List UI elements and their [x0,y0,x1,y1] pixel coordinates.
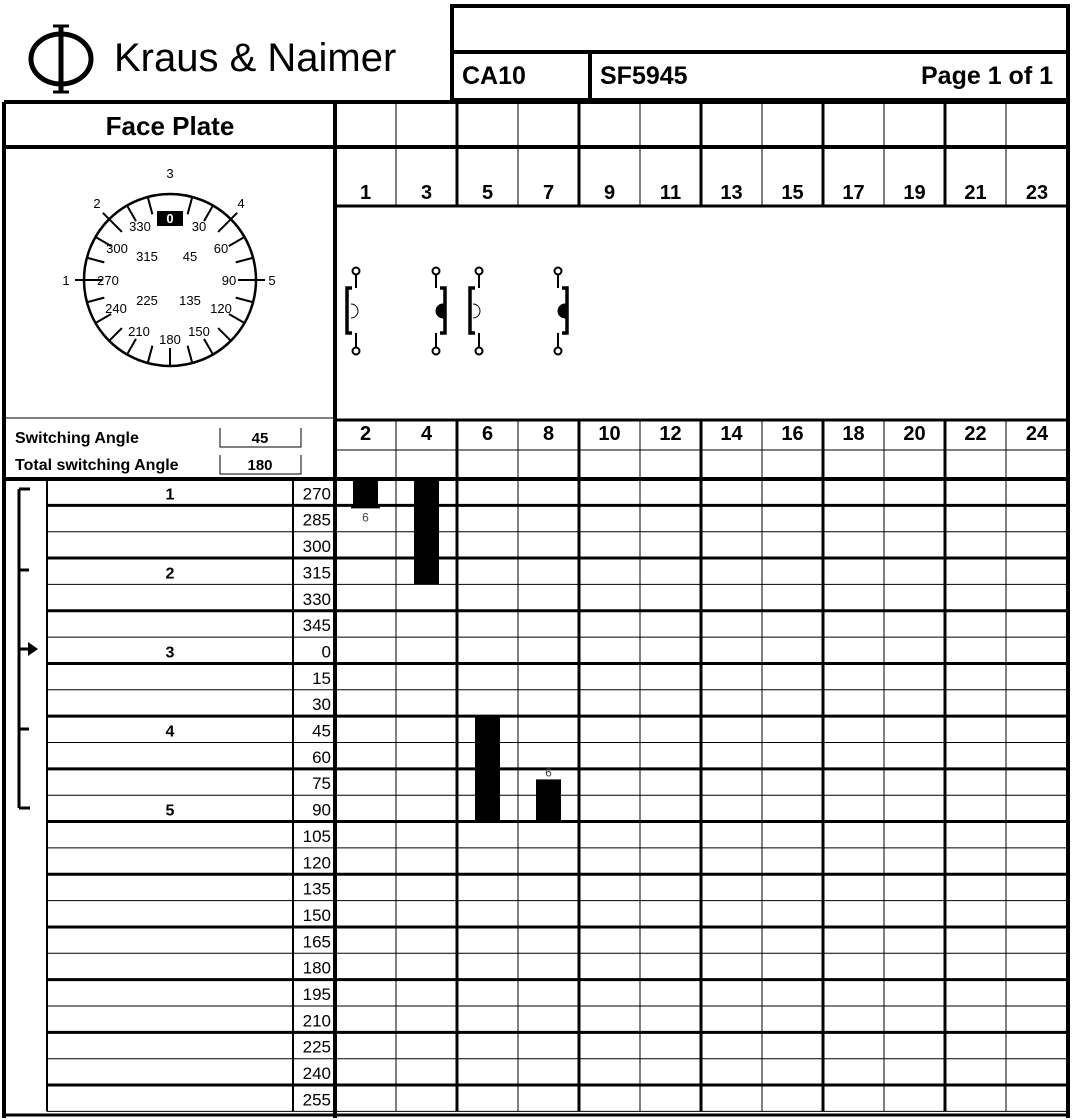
dial-angle-330: 330 [129,219,151,234]
dial-angle-135: 135 [179,293,201,308]
terminal-bottom-2: 2 [359,423,372,445]
contact-symbol-3-4 [433,268,446,355]
dial-tick-195 [148,346,153,363]
terminal-top-3: 3 [420,182,433,204]
dial-angle-315: 315 [136,249,158,264]
terminal-top-7: 7 [542,182,555,204]
angle-label-60: 60 [312,747,331,767]
brand-name: Kraus & Naimer [114,36,397,80]
angle-label-330: 330 [302,589,331,609]
position-label-4: 4 [165,723,175,741]
terminal-top-23: 23 [1025,182,1049,204]
angle-label-120: 120 [302,853,331,873]
terminal-bottom-4: 4 [420,423,433,445]
angle-label-225: 225 [302,1037,331,1057]
dial-tick-210 [127,339,136,355]
angle-label-180: 180 [302,958,331,978]
contact-symbols [347,268,567,355]
terminal-bottom-10: 10 [598,423,621,445]
terminal-bottom-12: 12 [659,423,682,445]
contact-bar-col-3 [475,716,500,821]
terminal-bottom-20: 20 [903,423,926,445]
faceplate-dial [62,166,275,366]
dial-angle-120: 120 [210,301,232,316]
header [31,6,1068,100]
dial-angle-300: 300 [106,241,128,256]
contact-bar-col-1 [353,479,378,507]
angle-label-270: 270 [302,484,331,504]
switching-info [15,428,301,474]
angle-label-150: 150 [302,905,331,925]
dial-tick-345 [148,197,153,214]
dial-angle-45: 45 [182,249,198,264]
angle-label-75: 75 [312,774,331,794]
terminal-bottom-18: 18 [842,423,865,445]
angle-label-285: 285 [302,510,331,530]
angle-label-315: 315 [302,563,331,583]
dial-angle-60: 60 [213,241,229,256]
angle-label-300: 300 [302,537,331,557]
terminal-top-15: 15 [781,182,804,204]
angle-label-165: 165 [302,932,331,952]
terminal-top-21: 21 [964,182,987,204]
dial-tick-15 [188,197,193,214]
dial-angle-30: 30 [191,219,207,234]
dial-tick-135 [218,328,231,341]
position-label-3: 3 [165,644,175,662]
dial-tick-225 [109,328,122,341]
contact-symbol-5-6 [470,268,483,355]
angle-label-90: 90 [312,800,331,820]
current-position-arrow-icon [28,642,38,656]
dial-tick-75 [236,258,253,263]
position-rows [166,484,331,1109]
contact-bar-col-4 [536,779,561,821]
dial-tick-60 [229,237,245,246]
terminal-bottom-22: 22 [964,423,987,445]
terminal-top-11: 11 [659,182,682,204]
dial-position-2: 2 [93,196,101,211]
position-label-2: 2 [165,565,175,583]
phi-logo-icon [31,26,91,92]
angle-label-105: 105 [302,826,331,846]
contact-note-col-4: 6 [545,765,552,780]
dial-tick-105 [236,298,253,303]
terminal-top-17: 17 [842,182,865,204]
terminal-bottom-16: 16 [781,423,804,445]
angle-label-0: 0 [321,642,331,662]
angle-label-15: 15 [312,668,331,688]
contact-bar-col-2 [414,479,439,584]
dial-angle-90: 90 [221,273,237,288]
angle-label-345: 345 [302,616,331,636]
angle-label-210: 210 [302,1011,331,1031]
drawing-number: SF5945 [600,62,688,90]
terminal-bottom-14: 14 [720,423,743,445]
angle-label-255: 255 [302,1090,331,1110]
dial-zero-label: 0 [166,211,174,226]
position-label-5: 5 [165,802,175,820]
contact-symbol-1-2 [347,268,360,355]
switching-angle-label: Switching Angle [15,430,139,447]
angle-label-45: 45 [312,721,331,741]
dial-angle-210: 210 [128,324,150,339]
terminal-top-9: 9 [603,182,616,204]
terminal-top-5: 5 [481,182,494,204]
angle-label-30: 30 [312,695,331,715]
terminal-bottom-8: 8 [542,423,555,445]
total-switching-angle-label: Total switching Angle [15,457,179,474]
switching-angle-value: 45 [251,430,269,447]
dial-angle-150: 150 [188,324,210,339]
table-grid [4,102,1068,1118]
dial-tick-150 [204,339,213,355]
position-bracket [19,489,38,808]
contact-note-col-1: 6 [362,510,369,525]
total-switching-angle-value: 180 [247,457,273,474]
terminal-bottom-6: 6 [481,423,494,445]
dial-angle-180: 180 [159,332,181,347]
dial-angle-240: 240 [105,301,127,316]
angle-label-240: 240 [302,1064,331,1084]
terminal-top-13: 13 [720,182,743,204]
faceplate-title: Face Plate [105,111,235,141]
dial-tick-165 [188,346,193,363]
dial-angle-225: 225 [136,293,158,308]
dial-tick-285 [87,258,104,263]
terminal-bottom-24: 24 [1025,423,1049,445]
position-label-1: 1 [165,486,175,504]
dial-tick-255 [87,298,104,303]
angle-label-135: 135 [302,879,331,899]
dial-angle-270: 270 [97,273,119,288]
model-code: CA10 [462,62,526,90]
dial-position-4: 4 [237,196,245,211]
terminal-top-19: 19 [903,182,926,204]
dial-position-3: 3 [166,166,174,181]
contact-symbol-7-8 [555,268,568,355]
dial-position-5: 5 [268,273,276,288]
terminal-top-1: 1 [359,182,372,204]
dial-position-1: 1 [62,273,70,288]
angle-label-195: 195 [302,985,331,1004]
page-indicator: Page 1 of 1 [921,62,1053,90]
